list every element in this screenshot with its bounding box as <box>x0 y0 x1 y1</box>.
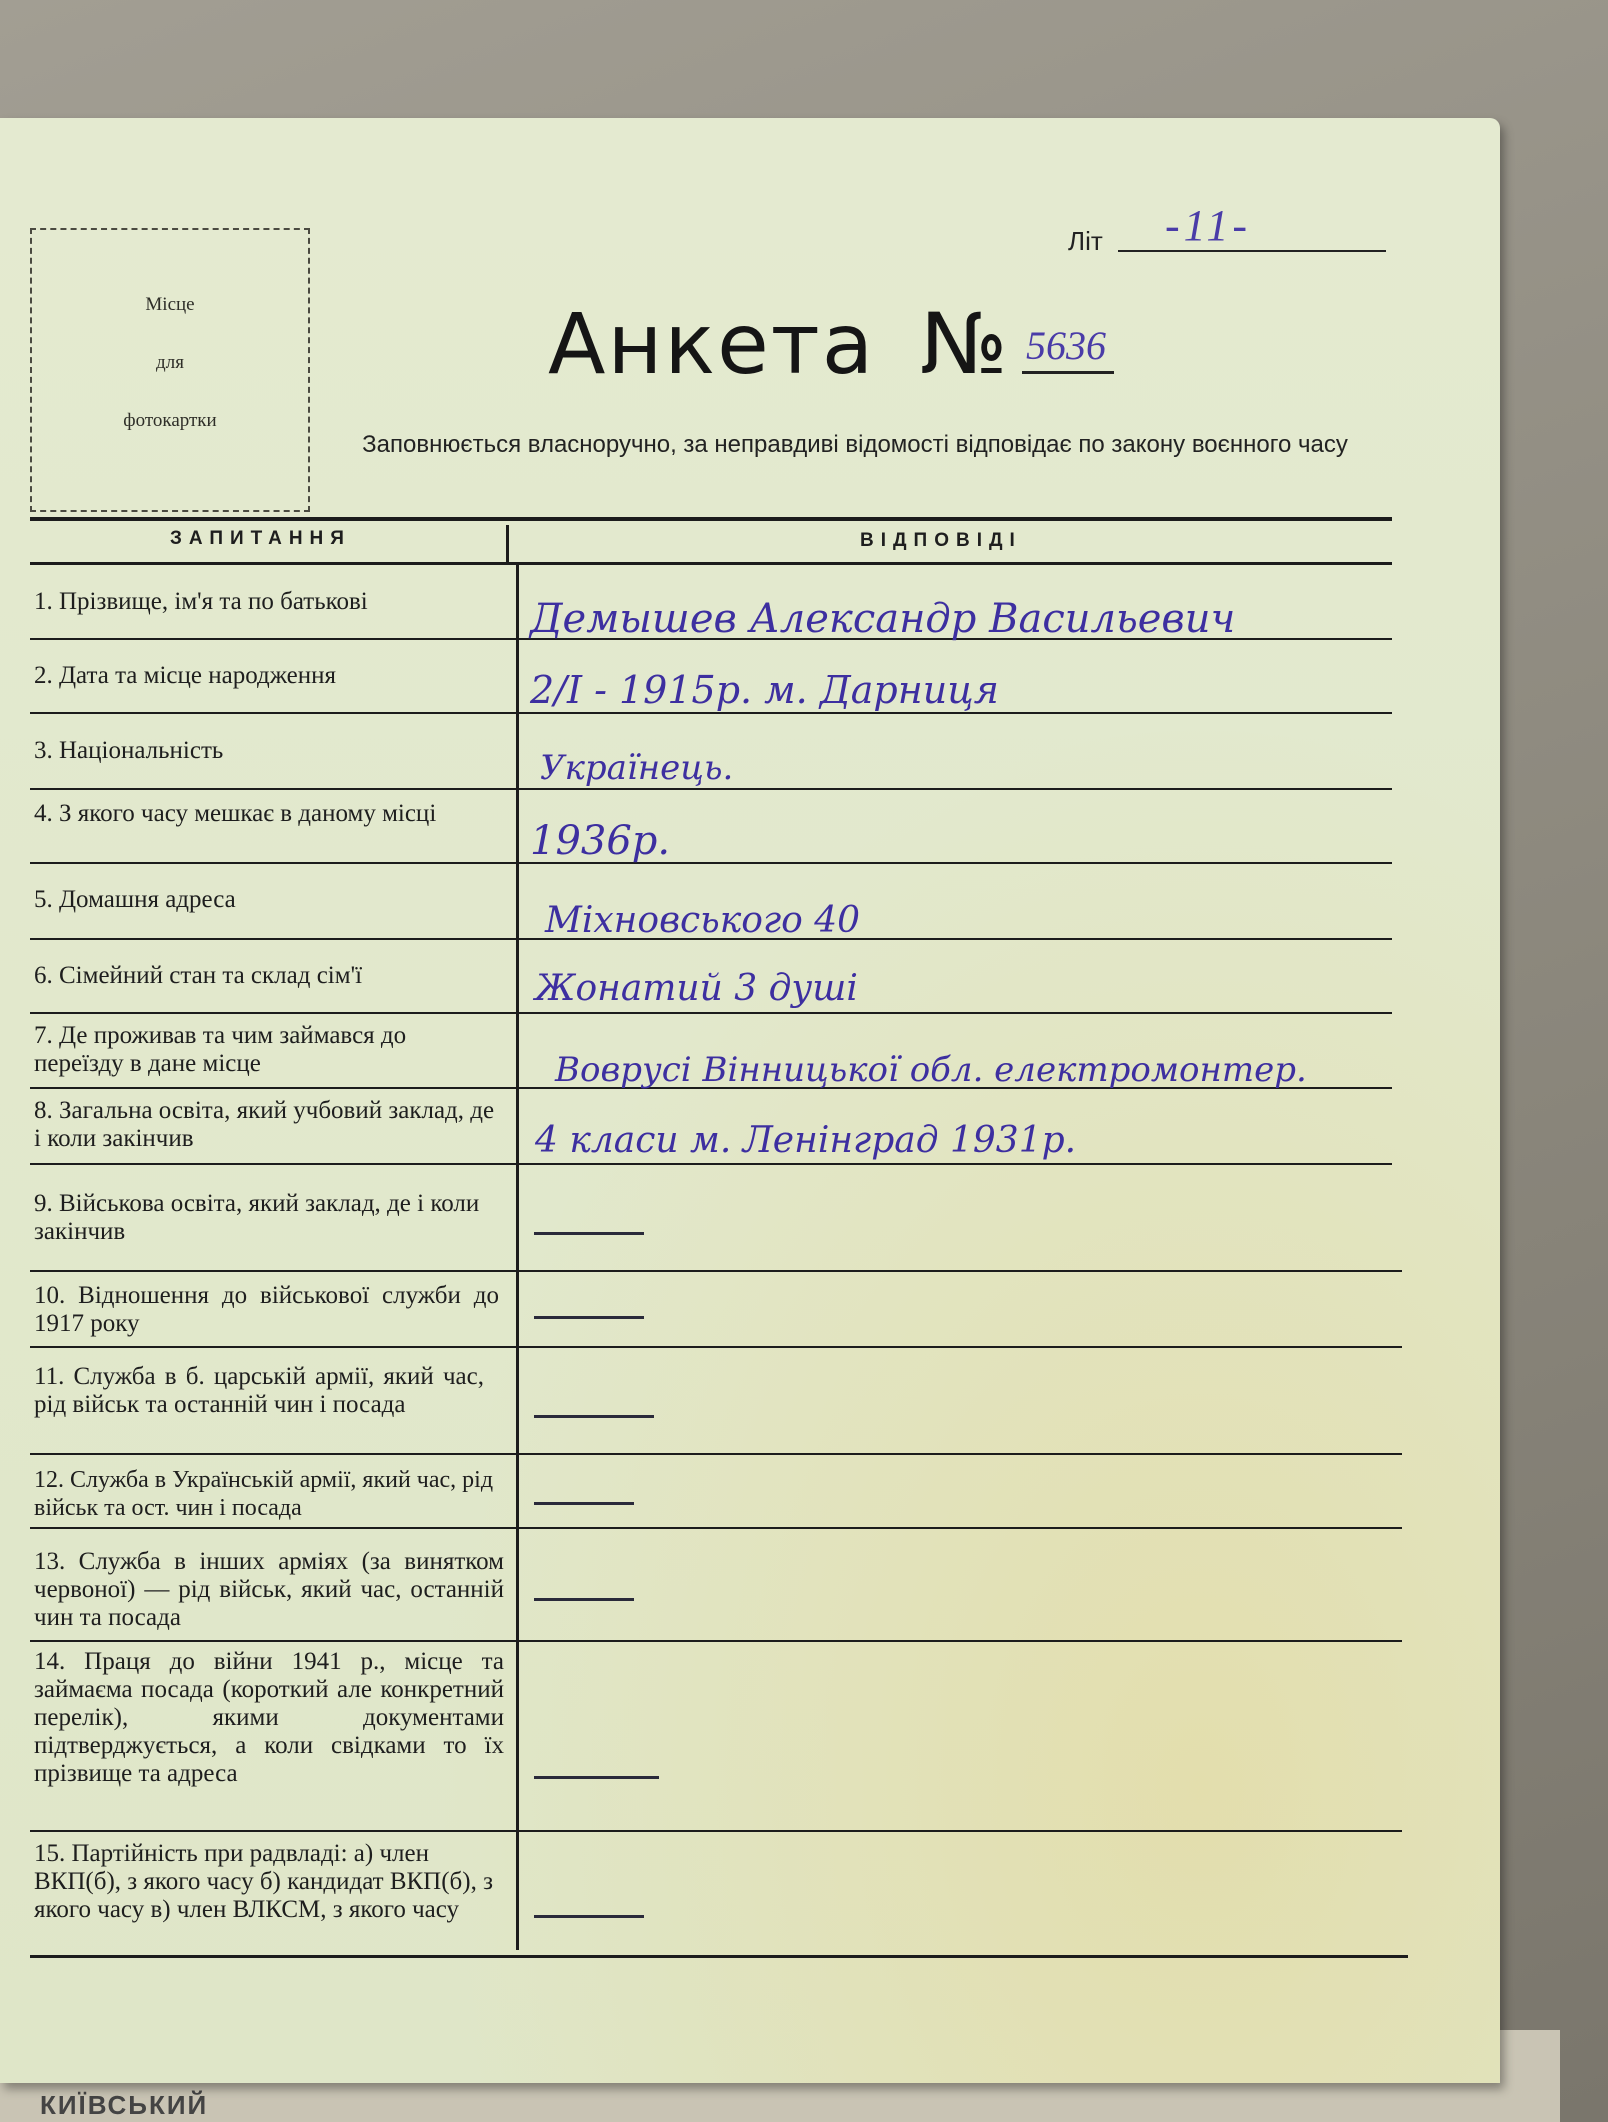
answer-4: 1936р. <box>530 818 671 864</box>
question-3: 3. Національність <box>34 737 224 764</box>
lit-label: Літ <box>1068 226 1103 256</box>
column-divider <box>516 565 519 1950</box>
table-top-rule <box>30 517 1392 521</box>
row-rule-9 <box>30 1270 1402 1272</box>
question-11: 11. Служба в б. царській армії, який час, рід військ та останній чин і посада <box>34 1363 484 1418</box>
photo-label-line2: для <box>156 352 184 373</box>
question-4: 4. З якого часу мешкає в даному місці <box>34 800 437 827</box>
question-10: 10. Відношення до військової служби до 1917 року <box>34 1282 499 1337</box>
row-rule-13 <box>30 1640 1402 1642</box>
row-rule-4 <box>30 862 1392 864</box>
answer-9-dash <box>534 1232 644 1235</box>
question-13: 13. Служба в інших арміях (за винятком червоної) — рід військ, який час, останній чин та посада <box>34 1548 504 1631</box>
answer-6: Жонатий 3 душі <box>535 968 858 1009</box>
row-rule-2 <box>30 712 1392 714</box>
photo-label-line3: фотокартки <box>123 410 217 431</box>
row-rule-3 <box>30 788 1392 790</box>
answer-5: Міхновського 40 <box>545 900 861 941</box>
answer-3: Українець. <box>540 748 734 788</box>
question-9: 9. Військова освіта, який заклад, де і коли закінчив <box>34 1190 480 1245</box>
question-12: 12. Служба в Українській армії, який час, рід військ та ост. чин і посада <box>34 1467 494 1521</box>
answer-10-dash <box>534 1316 644 1319</box>
table-bottom-rule <box>30 1955 1408 1958</box>
answer-12-dash <box>534 1502 634 1505</box>
form-title: Анкета <box>548 295 876 393</box>
answer-13-dash <box>534 1598 634 1601</box>
row-rule-11 <box>30 1453 1402 1455</box>
lit-underline <box>1118 250 1386 252</box>
row-rule-6 <box>30 1012 1392 1014</box>
answer-1: Демышев Александр Васильевич <box>530 596 1236 642</box>
answer-15-dash <box>534 1915 644 1918</box>
answer-7: Воврусі Вінницької обл. електромонтер. <box>555 1050 1307 1090</box>
header-answers: ВІДПОВІДІ <box>860 530 1022 551</box>
bottom-stamp-text: КИЇВСЬКИЙ <box>40 2090 209 2120</box>
header-divider <box>506 525 509 562</box>
question-8: 8. Загальна освіта, який учбовий заклад, де і коли закінчив <box>34 1097 495 1152</box>
row-rule-10 <box>30 1346 1402 1348</box>
row-rule-14 <box>30 1830 1402 1832</box>
question-7: 7. Де проживав та чим займався до переїзду в дане місце <box>34 1022 407 1077</box>
answer-11-dash <box>534 1415 654 1418</box>
header-questions: ЗАПИТАННЯ <box>170 528 351 549</box>
question-5: 5. Домашня адреса <box>34 886 236 913</box>
question-6: 6. Сімейний стан та склад сім'ї <box>34 962 363 989</box>
question-14: 14. Праця до війни 1941 р., місце та займаєма посада (короткий але конкретний перелік), якими документами підтверджується, а коли свідками то їх прізвище та адреса <box>34 1648 504 1787</box>
question-1: 1. Прізвище, ім'я та по батькові <box>34 588 368 615</box>
answer-8: 4 класи м. Ленінград 1931р. <box>535 1120 1077 1161</box>
photo-label-line1: Місце <box>145 294 195 315</box>
header-rule <box>30 562 1392 565</box>
answer-2: 2/І - 1915р. м. Дарниця <box>530 668 999 712</box>
form-number: 5636 <box>1022 322 1114 374</box>
question-2: 2. Дата та місце народження <box>34 662 337 689</box>
photo-placeholder <box>30 228 310 512</box>
lit-value: -11- <box>1165 201 1252 250</box>
row-rule-12 <box>30 1527 1402 1529</box>
form-subtitle: Заповнюється власноручно, за неправдиві відомості відповідає по закону воєнного часу <box>362 431 1348 458</box>
number-sign: № <box>920 295 1008 393</box>
answer-14-dash <box>534 1776 659 1779</box>
row-rule-8 <box>30 1163 1392 1165</box>
question-15: 15. Партійність при радвладі: а) член ВКП(б), з якого часу б) кандидат ВКП(б), з якого часу в) член ВЛКСМ, з якого часу <box>34 1840 493 1923</box>
